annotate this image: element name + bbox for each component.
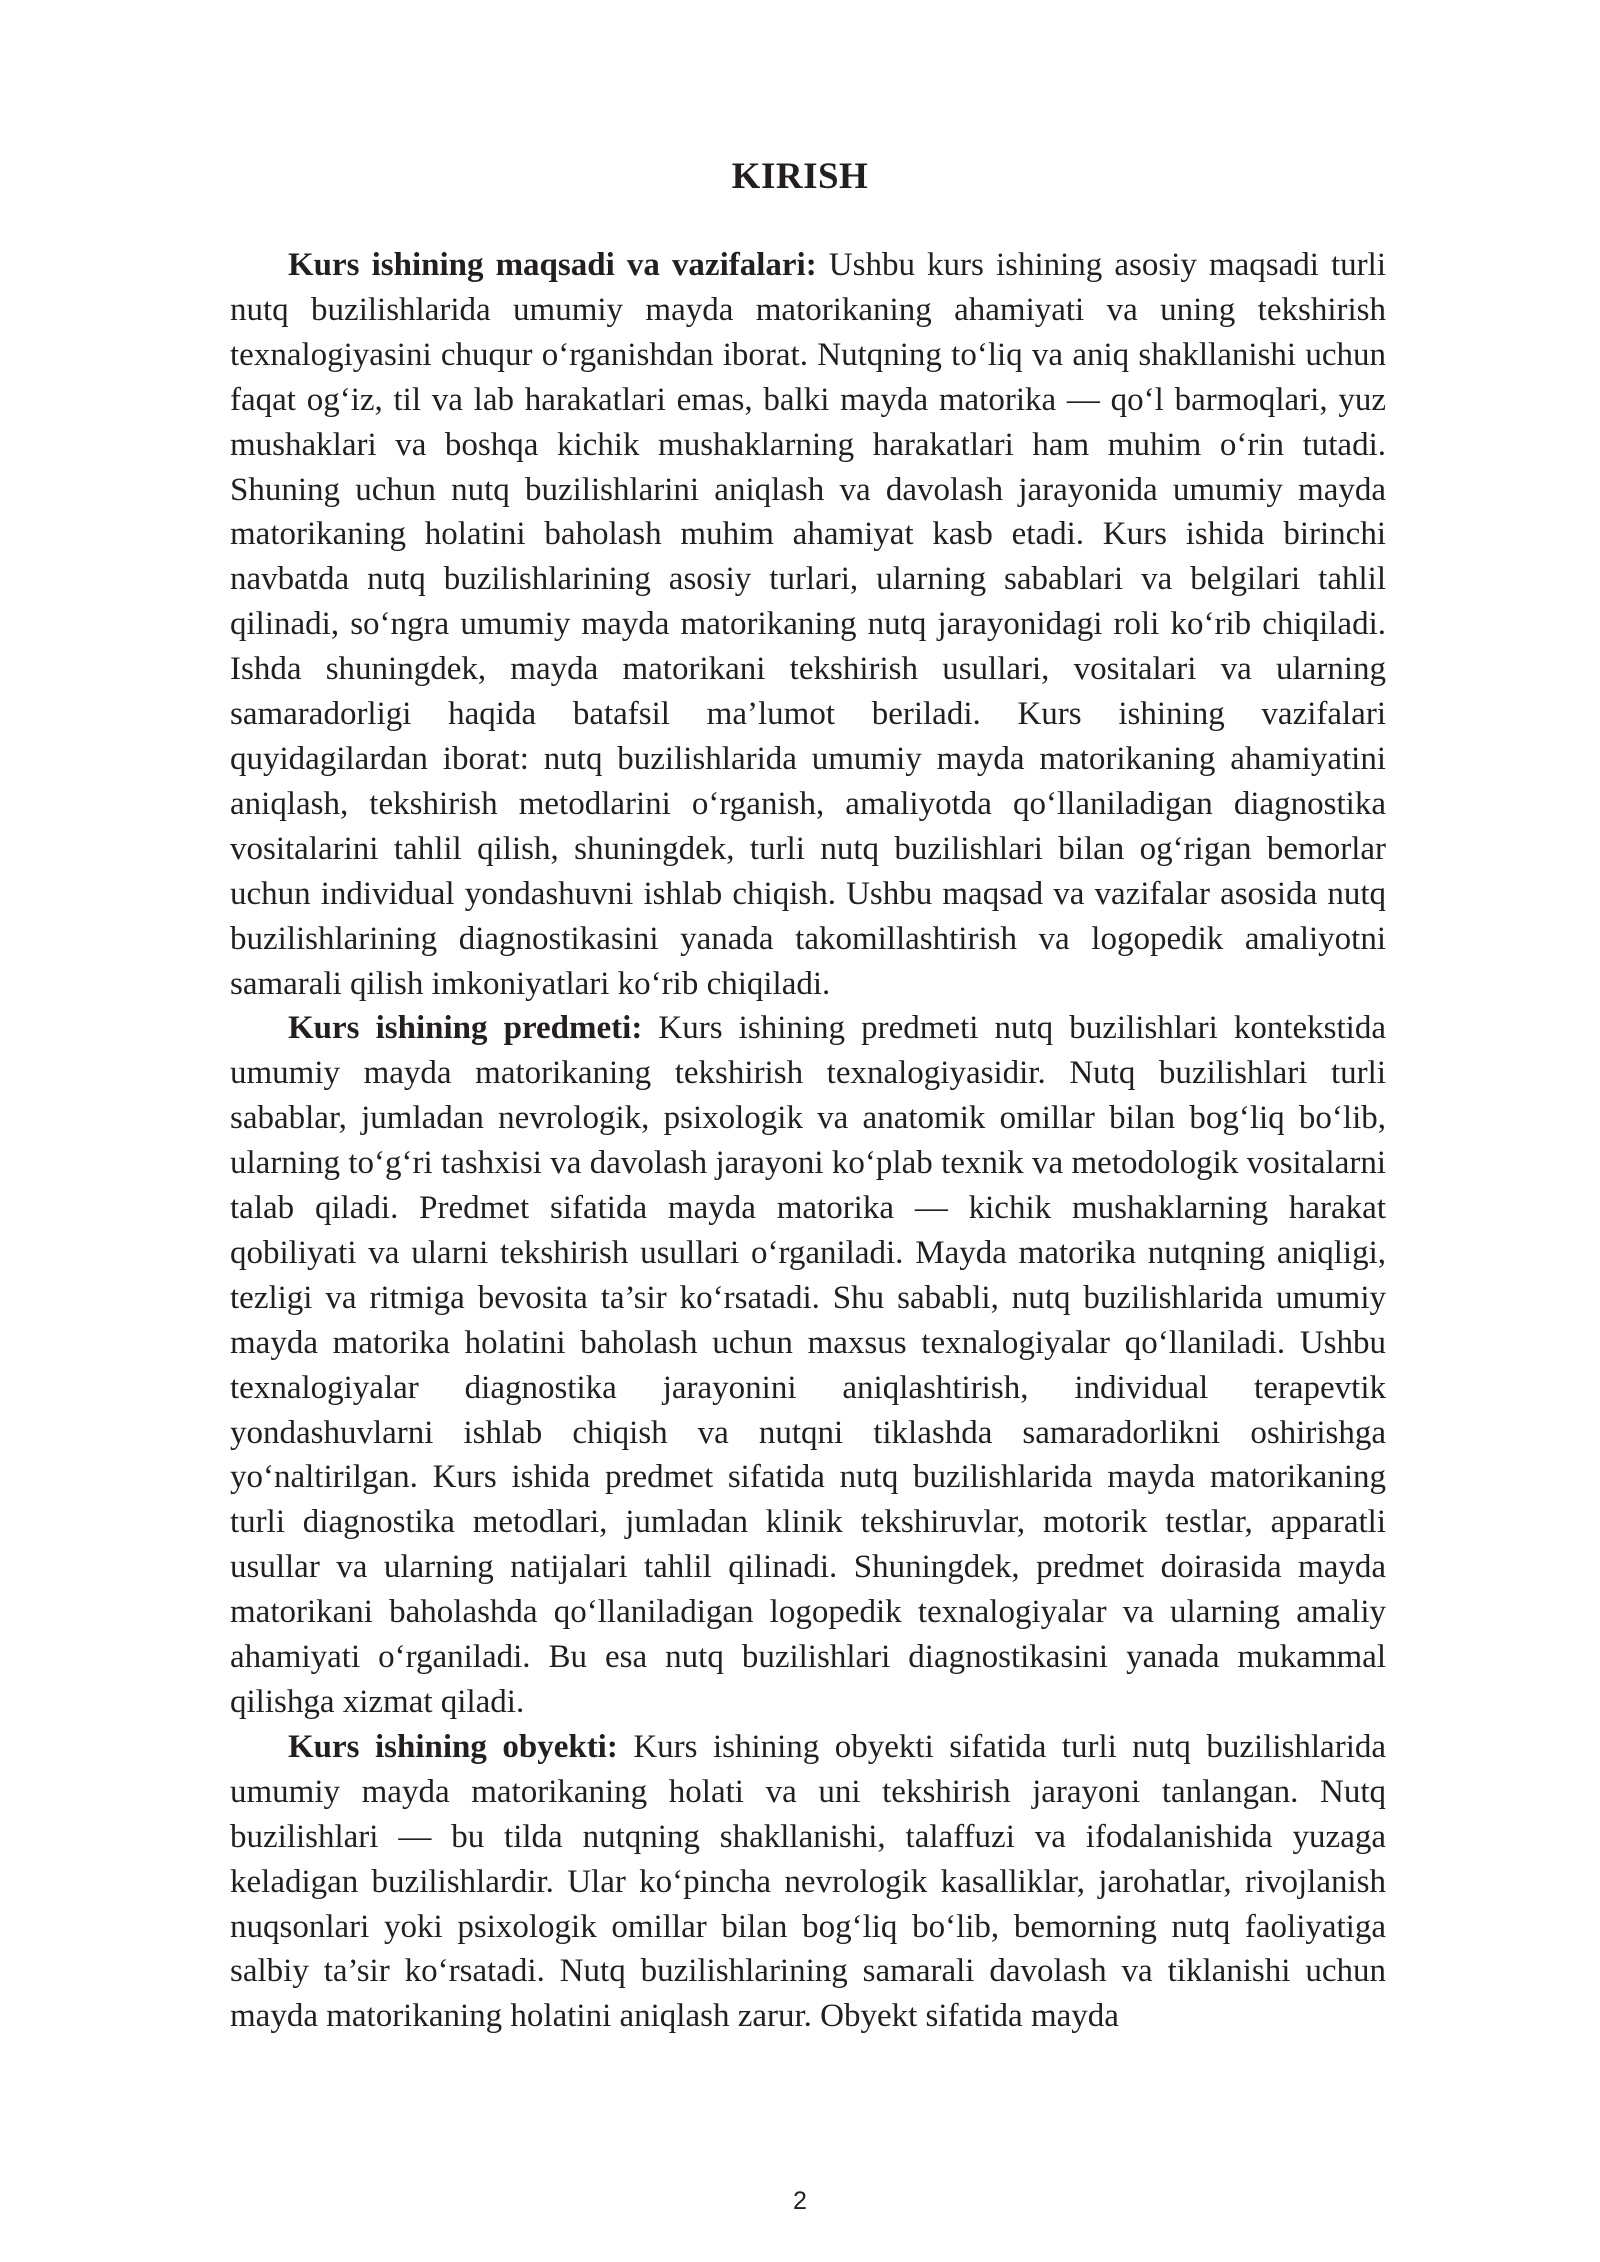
paragraph-lead: Kurs ishining maqsadi va vazifalari: [288, 247, 817, 283]
paragraph-purpose [230, 243, 1386, 1006]
paragraph-subject [230, 1006, 1386, 1725]
paragraph-text: Kurs ishining obyekti sifatida turli nutq buzilishlarida umumiy mayda matorikaning holati va uni tekshirish jarayoni tanlangan. Nutq buzilishlari — bu tilda nutqning shakllanishi, talaffuzi va ifodalanishida yuzaga keladigan buzilishlardir. Ular ko‘pincha nevrologik kasalliklar, jarohatlar, rivojlanish nuqsonlari yoki psixologik omillar bilan bog‘liq bo‘lib, bemorning nutq faoliyatiga salbiy ta’sir ko‘rsatadi. Nutq buzilishlarining samarali davolash va tiklanishi uchun mayda matorikaning holatini aniqlash zarur. Obyekt sifatida mayda [230, 1728, 1387, 2035]
section-heading: KIRISH [731, 156, 869, 197]
paragraph-lead: Kurs ishining predmeti: [288, 1010, 643, 1047]
paragraph-text: Ushbu kurs ishining asosiy maqsadi turli nutq buzilishlarida umumiy mayda matorikaning ahamiyati va uning tekshirish texnalogiyasini chuqur o‘rganishdan iborat. Nutqning to‘liq va aniq shakllanishi uchun faqat og‘iz, til va lab harakatlari emas, balki mayda matorika — qo‘l barmoqlari, yuz mushaklari va boshqa kichik mushaklarning harakatlari ham muhim o‘rin tutadi. Shuning uchun nutq buzilishlarini aniqlash va davolash jarayonida umumiy mayda matorikaning holatini baholash muhim ahamiyat kasb etadi. Kurs ishida birinchi navbatda nutq buzilishlarining asosiy turlari, ularning sabablari va belgilari tahlil qilinadi, so‘ngra umumiy mayda matorikaning nutq jarayonidagi roli ko‘rib chiqiladi. Ishda shuningdek, mayda matorikani tekshirish usullari, vositalari va ularning samaradorligi haqida batafsil ma’lumot beriladi. Kurs ishining vazifalari quyidagilardan iborat: nutq buzilishlarida umumiy mayda matorikaning ahamiyatini aniqlash, tekshirish metodlarini o‘rganish, amaliyotda qo‘llaniladigan diagnostika vositalarini tahlil qilish, shuningdek, turli nutq buzilishlari bilan og‘rigan bemorlar uchun individual yondashuvni ishlab chiqish. Ushbu maqsad va vazifalar asosida nutq buzilishlarining diagnostikasini yanada takomillashtirish va logopedik amaliyotni samarali qilish imkoniyatlari ko‘rib chiqiladi. [230, 247, 1386, 1002]
body-text [230, 243, 1386, 2039]
page-number: 2 [793, 2187, 807, 2215]
paragraph-text: Kurs ishining predmeti nutq buzilishlari kontekstida umumiy mayda matorikaning tekshirish texnalogiyasidir. Nutq buzilishlari turli sabablar, jumladan nevrologik, psixologik va anatomik omillar bilan bog‘liq bo‘lib, ularning to‘g‘ri tashxisi va davolash jarayoni ko‘plab texnik va metodologik vositalarni talab qiladi. Predmet sifatida mayda matorika — kichik mushaklarning harakat qobiliyati va ularni tekshirish usullari o‘rganiladi. Mayda matorika nutqning aniqligi, tezligi va ritmiga bevosita ta’sir ko‘rsatadi. Shu sababli, nutq buzilishlarida umumiy mayda matorika holatini baholash uchun maxsus texnalogiyalar qo‘llaniladi. Ushbu texnalogiyalar diagnostika jarayonini aniqlashtirish, individual terapevtik yondashuvlarni ishlab chiqish va nutqni tiklashda samaradorlikni oshirishga yo‘naltirilgan. Kurs ishida predmet sifatida nutq buzilishlarida mayda matorikaning turli diagnostika metodlari, jumladan klinik tekshiruvlar, motorik testlar, apparatli usullar va ularning natijalari tahlil qilinadi. Shuningdek, predmet doirasida mayda matorikani baholashda qo‘llaniladigan logopedik texnalogiyalar va ularning amaliy ahamiyati o‘rganiladi. Bu esa nutq buzilishlari diagnostikasini yanada mukammal qilishga xizmat qiladi. [230, 1010, 1386, 1720]
paragraph-object [230, 1725, 1386, 2039]
paragraph-lead: Kurs ishining obyekti: [288, 1728, 618, 1765]
